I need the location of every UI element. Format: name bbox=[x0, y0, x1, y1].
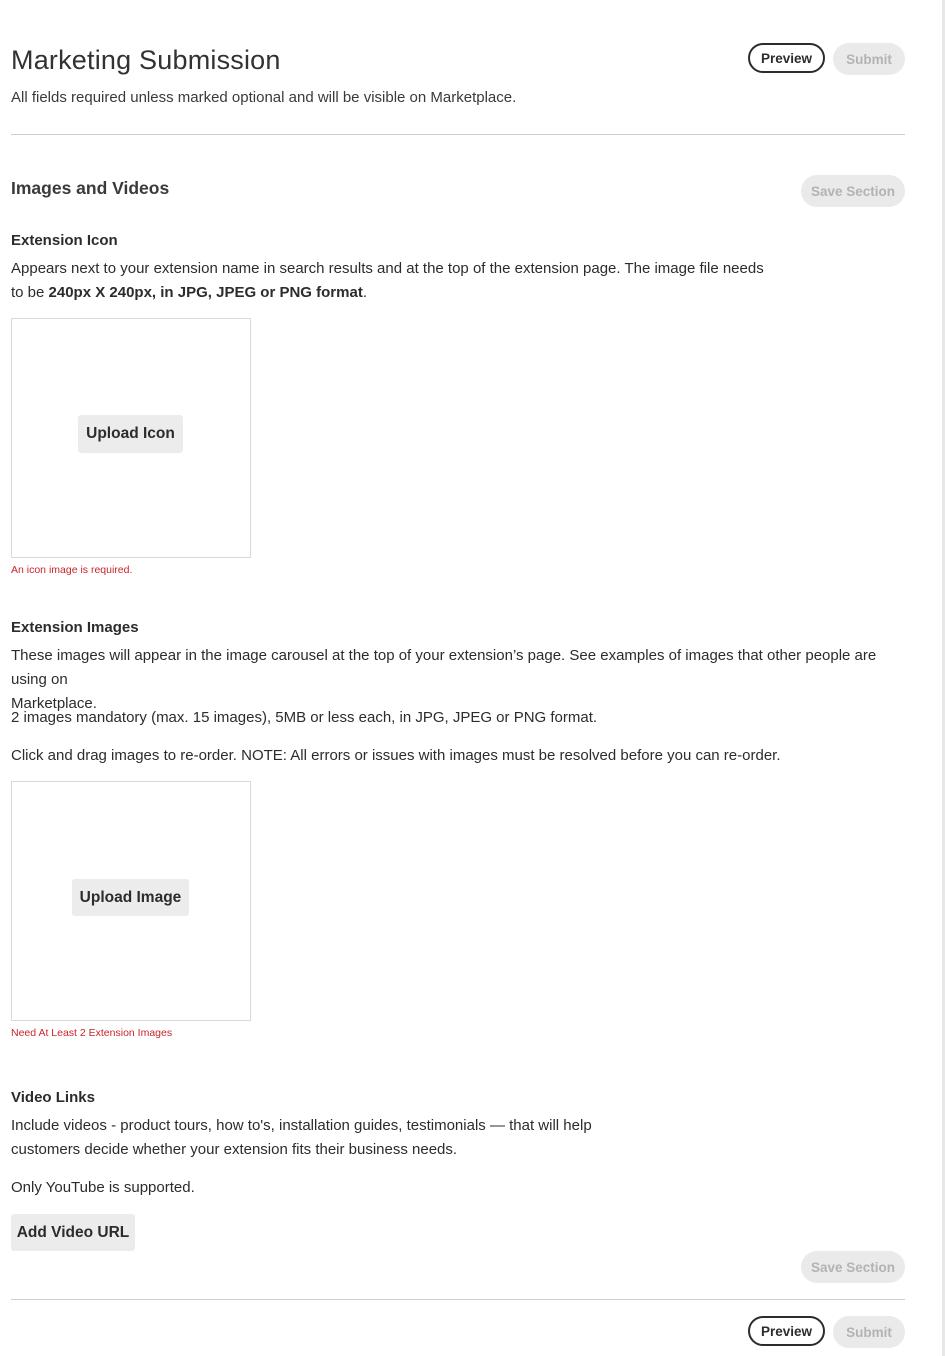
desc-suffix: . bbox=[362, 284, 367, 301]
header-divider bbox=[11, 134, 905, 135]
icon-error-message: An icon image is required. bbox=[11, 564, 133, 576]
video-support-note: Only YouTube is supported. bbox=[11, 1179, 195, 1196]
desc-format-requirement: 240px X 240px, in JPG, JPEG or PNG format bbox=[48, 284, 363, 301]
image-dropzone[interactable] bbox=[11, 781, 251, 1021]
desc-prefix: to be bbox=[11, 284, 49, 301]
video-links-desc-line2: customers decide whether your extension fits their business needs. bbox=[11, 1141, 458, 1158]
upload-icon-button[interactable]: Upload Icon bbox=[78, 415, 183, 453]
section-title: Images and Videos bbox=[11, 178, 170, 198]
extension-images-desc-line2: Marketplace. bbox=[11, 695, 97, 712]
save-section-button[interactable]: Save Section bbox=[801, 175, 905, 207]
page-subtitle: All fields required unless marked optional and will be visible on Marketplace. bbox=[11, 89, 517, 106]
preview-button[interactable]: Preview bbox=[748, 43, 825, 73]
footer-divider bbox=[11, 1299, 905, 1300]
upload-image-button[interactable]: Upload Image bbox=[72, 879, 189, 916]
video-links-description bbox=[11, 1114, 592, 1162]
preview-button-bottom[interactable]: Preview bbox=[748, 1316, 825, 1346]
icon-dropzone[interactable] bbox=[11, 318, 251, 558]
extension-icon-desc-line2 bbox=[11, 281, 764, 305]
images-error-message: Need At Least 2 Extension Images bbox=[11, 1027, 173, 1039]
submit-button-bottom[interactable]: Submit bbox=[833, 1316, 905, 1348]
video-links-desc-line1: Include videos - product tours, how to's, installation guides, testimonials — that will help bbox=[11, 1117, 592, 1134]
extension-images-label: Extension Images bbox=[11, 619, 139, 636]
extension-images-reorder-note: Click and drag images to re-order. NOTE: All errors or issues with images must be resolved before you can re-order. bbox=[11, 747, 781, 764]
extension-icon-label: Extension Icon bbox=[11, 232, 118, 249]
extension-icon-desc-line1: Appears next to your extension name in search results and at the top of the extension page. The image file needs bbox=[11, 260, 764, 277]
save-section-button-bottom[interactable]: Save Section bbox=[801, 1251, 905, 1283]
video-links-label: Video Links bbox=[11, 1089, 95, 1106]
add-video-url-button[interactable]: Add Video URL bbox=[11, 1214, 135, 1251]
submit-button[interactable]: Submit bbox=[833, 43, 905, 75]
extension-images-requirements: 2 images mandatory (max. 15 images), 5MB or less each, in JPG, JPEG or PNG format. bbox=[11, 709, 598, 726]
extension-icon-description bbox=[11, 257, 764, 305]
extension-images-desc-line1: These images will appear in the image carousel at the top of your extension’s page. See examples of images that other people are using on bbox=[11, 647, 877, 688]
page-title: Marketing Submission bbox=[11, 45, 281, 75]
